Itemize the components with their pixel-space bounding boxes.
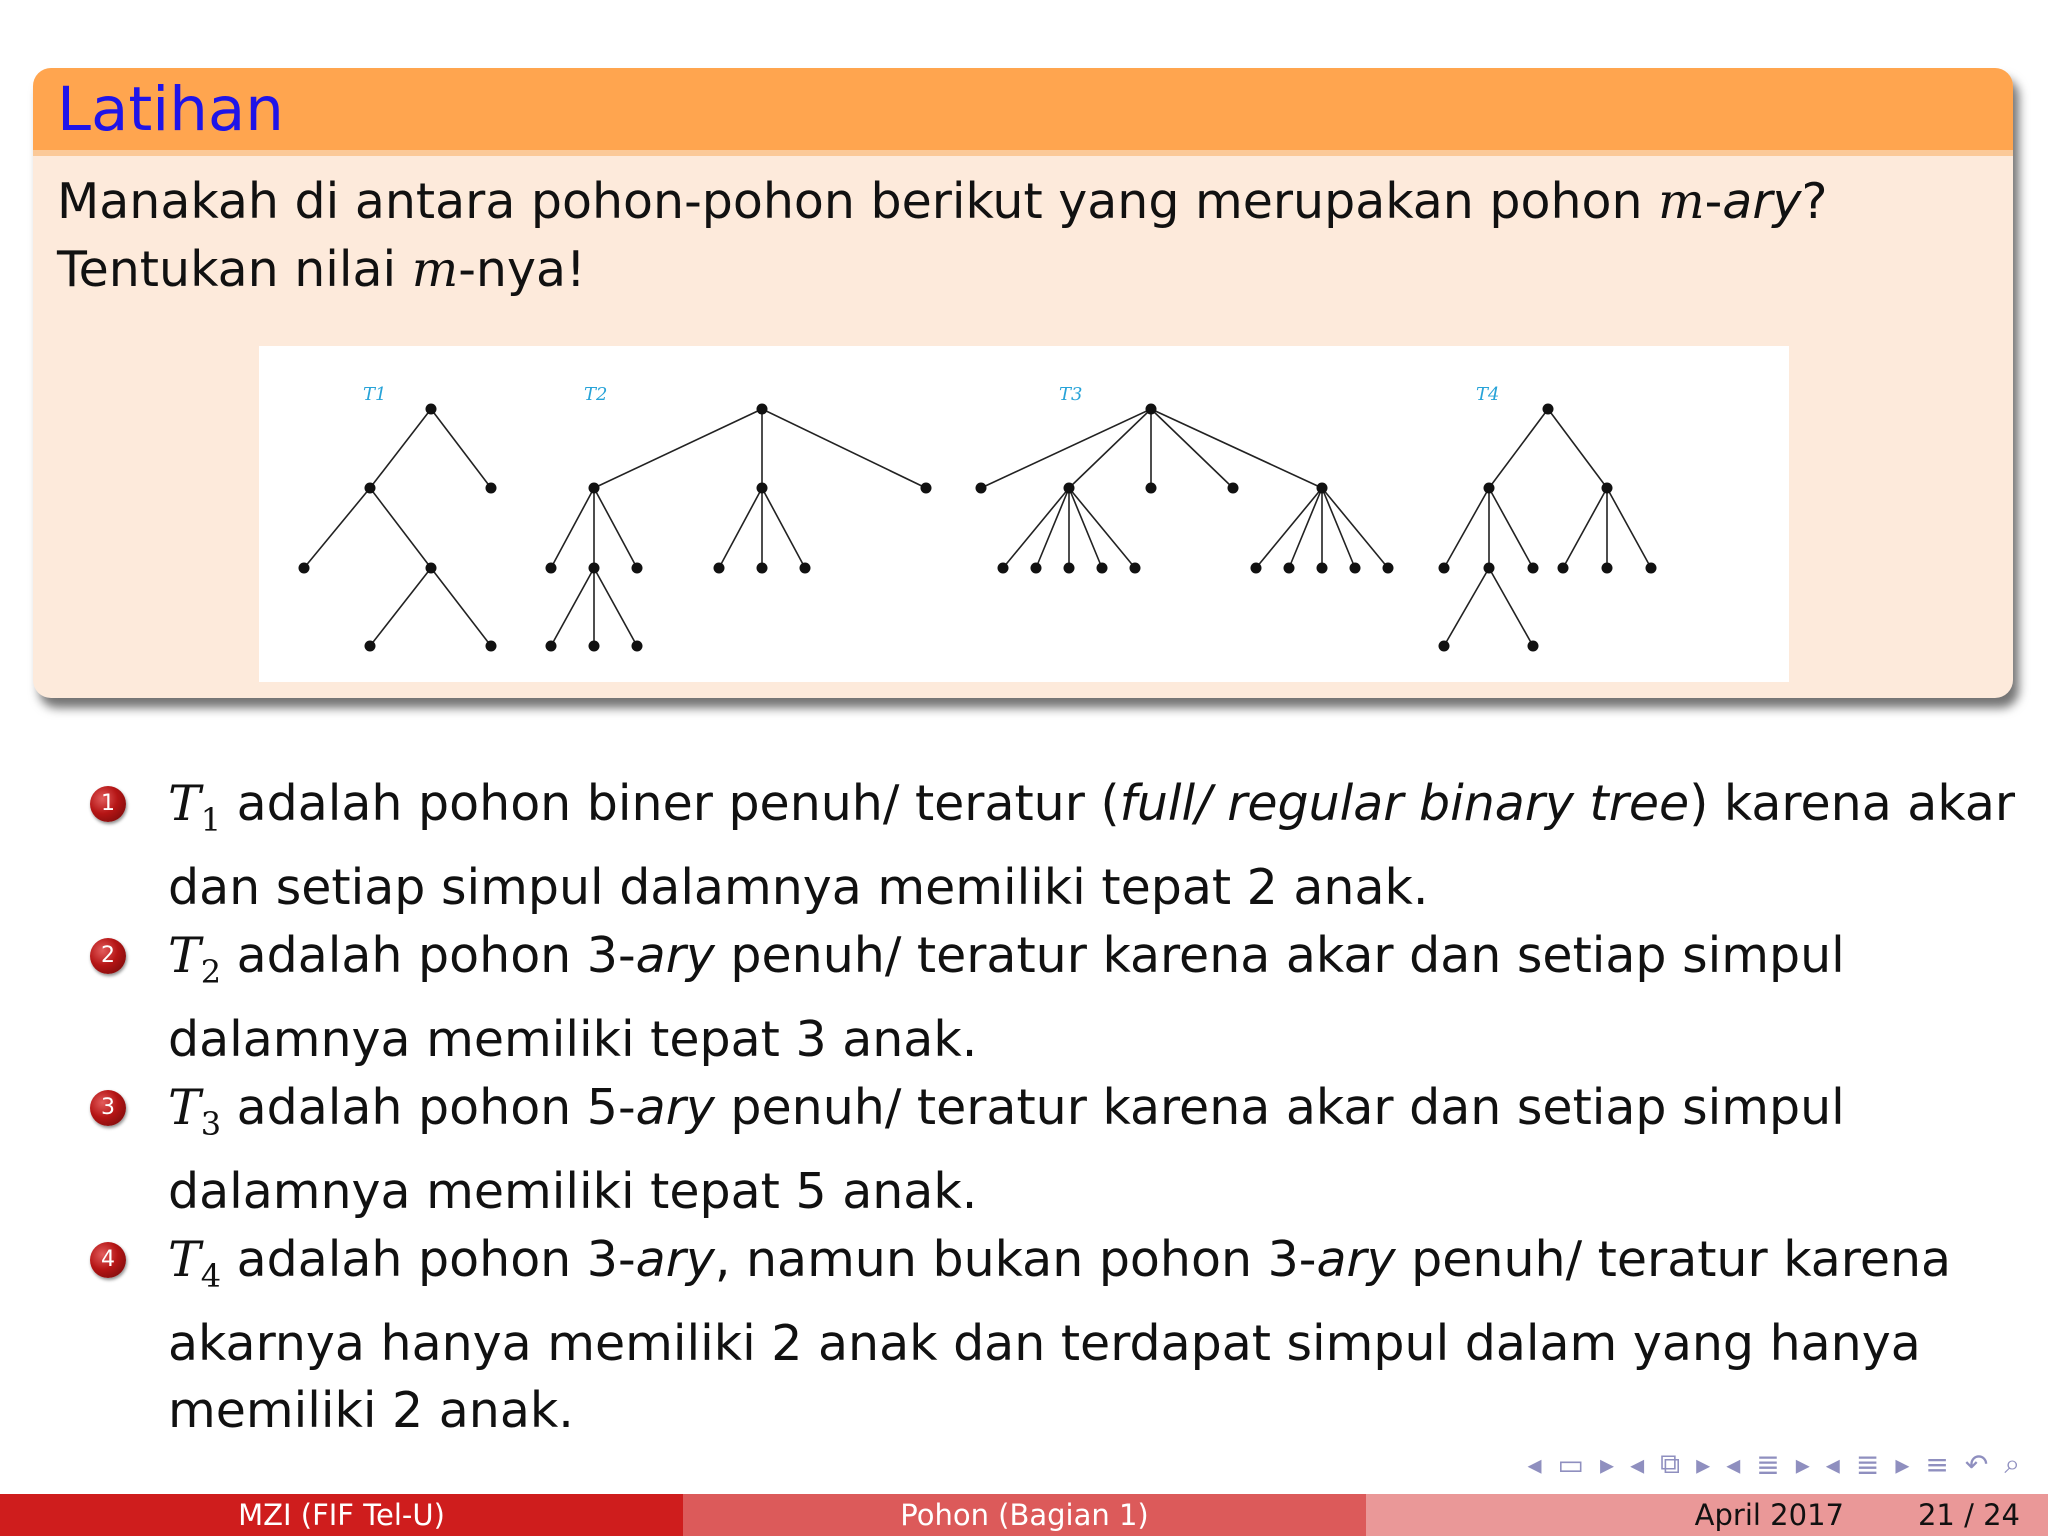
tree-edge: [1489, 409, 1548, 488]
tree-edge: [1069, 409, 1151, 488]
footer-date: April 2017: [1694, 1498, 1844, 1532]
tree-node: [1602, 483, 1613, 494]
bullet-number: 3: [90, 1090, 126, 1126]
tree-edge: [1322, 488, 1355, 568]
nav-next-icon[interactable]: ▸: [1895, 1447, 1910, 1481]
math-subscript: 1: [200, 800, 222, 839]
tree-node: [1130, 563, 1141, 574]
math-t: T: [168, 1231, 201, 1288]
tree-node: [589, 483, 600, 494]
item-text: ) karena akar: [1689, 775, 2016, 832]
tree-label-t1: T1: [363, 384, 387, 405]
question-line-2: [57, 236, 1989, 304]
tree-edge: [594, 409, 762, 488]
tree-label-t2: T2: [584, 384, 608, 405]
tree-node: [1350, 563, 1361, 574]
tree-node: [714, 563, 725, 574]
footer-page-number: 21 / 24: [1917, 1498, 2020, 1532]
block-header: [33, 68, 2013, 156]
footer-title: Pohon (Bagian 1): [683, 1494, 1366, 1536]
tree-edge: [1489, 568, 1533, 646]
tree-edge: [594, 488, 637, 568]
bullet-number: 4: [90, 1242, 126, 1278]
tree-edge: [762, 488, 805, 568]
tree-node: [1097, 563, 1108, 574]
bullet-number: 2: [90, 938, 126, 974]
footer: [0, 1494, 2048, 1536]
tree-node: [632, 641, 643, 652]
tree-edge: [1151, 409, 1233, 488]
tree-edge: [370, 568, 431, 646]
tree-node: [365, 483, 376, 494]
nav-prev-icon[interactable]: ◂: [1630, 1447, 1645, 1481]
math-subscript: 4: [200, 1256, 222, 1295]
tree-edge: [431, 409, 491, 488]
tree-edges: [304, 409, 1651, 646]
math-t: T: [168, 775, 201, 832]
tree-node: [1064, 563, 1075, 574]
tree-node: [1484, 483, 1495, 494]
tree-node: [1646, 563, 1657, 574]
question-text: Tentukan nilai: [57, 241, 412, 298]
nav-prev-icon[interactable]: ◂: [1825, 1447, 1840, 1481]
question-text: -nya!: [458, 241, 586, 298]
tree-node: [365, 641, 376, 652]
block-title: Latihan: [57, 73, 284, 145]
align-icon[interactable]: ≡: [1925, 1447, 1949, 1481]
item-text: adalah pohon 3-: [221, 927, 636, 984]
tree-node: [426, 404, 437, 415]
tree-edge: [1069, 488, 1135, 568]
tree-edge: [370, 488, 431, 568]
tree-edge: [1607, 488, 1651, 568]
tree-node: [757, 404, 768, 415]
tree-node: [1484, 563, 1495, 574]
tree-diagram: [259, 346, 1789, 682]
tree-node: [486, 483, 497, 494]
item-text: adalah pohon 5-: [221, 1079, 636, 1136]
tree-label-t4: T4: [1476, 384, 1500, 405]
tree-node: [1439, 641, 1450, 652]
tree-node: [589, 563, 600, 574]
item-text: , namun bukan pohon 3-: [714, 1231, 1317, 1288]
tree-node: [546, 563, 557, 574]
tree-node: [1031, 563, 1042, 574]
tree-node: [1228, 483, 1239, 494]
tree-edge: [1563, 488, 1607, 568]
question-text: Manakah di antara pohon-pohon berikut yang merupakan pohon: [57, 173, 1659, 230]
tree-node: [921, 483, 932, 494]
math-m: m: [1658, 173, 1705, 230]
tree-node: [632, 563, 643, 574]
footer-right: [1366, 1494, 2048, 1536]
tree-edge: [551, 568, 594, 646]
item-italic: ary: [635, 927, 715, 984]
item-text: dalamnya memiliki tepat 3 anak.: [168, 1010, 978, 1068]
tree-edge: [304, 488, 370, 568]
tree-edge: [431, 568, 491, 646]
item-text: adalah pohon biner penuh/ teratur (: [221, 775, 1120, 832]
block-body: [33, 156, 2013, 304]
tree-node: [757, 483, 768, 494]
nav-prev-icon[interactable]: ◂: [1527, 1447, 1542, 1481]
tree-node: [426, 563, 437, 574]
search-icon[interactable]: ⌕: [2004, 1447, 2020, 1480]
item-text: penuh/ teratur karena: [1395, 1231, 1952, 1288]
question-italic: ary: [1722, 173, 1802, 230]
item-text: dan setiap simpul dalamnya memiliki tepat 2 anak.: [168, 858, 1429, 916]
tree-node: [1284, 563, 1295, 574]
math-t: T: [168, 1079, 201, 1136]
nav-next-icon[interactable]: ▸: [1600, 1447, 1615, 1481]
math-subscript: 3: [200, 1104, 222, 1143]
tree-edge: [594, 568, 637, 646]
item-italic: ary: [1316, 1231, 1396, 1288]
tree-node: [1064, 483, 1075, 494]
tree-node: [1439, 563, 1450, 574]
question-line-1: [57, 168, 1989, 236]
tree-edge: [981, 409, 1151, 488]
tree-node: [1146, 483, 1157, 494]
tree-node: [1602, 563, 1613, 574]
item-text: penuh/ teratur karena akar dan setiap simpul: [714, 927, 1845, 984]
tree-node: [546, 641, 557, 652]
tree-node: [976, 483, 987, 494]
tree-node: [1383, 563, 1394, 574]
tree-edge: [1548, 409, 1607, 488]
undo-icon[interactable]: ↶: [1964, 1447, 1989, 1481]
nav-prev-icon[interactable]: ◂: [1726, 1447, 1741, 1481]
tree-node: [486, 641, 497, 652]
nav-next-icon[interactable]: ▸: [1795, 1447, 1810, 1481]
beamer-navigation: [1519, 1444, 2028, 1484]
toc-icon[interactable]: ≣: [1855, 1447, 1880, 1481]
tree-node: [1251, 563, 1262, 574]
tree-edge: [1151, 409, 1322, 488]
tree-edge: [1444, 568, 1489, 646]
item-text: dalamnya memiliki tepat 5 anak.: [168, 1162, 978, 1220]
tree-node: [757, 563, 768, 574]
tree-node: [1146, 404, 1157, 415]
tree-node: [1558, 563, 1569, 574]
tree-figure: [259, 346, 1789, 682]
tree-label-t3: T3: [1059, 384, 1083, 405]
frame-icon[interactable]: ▭: [1557, 1447, 1584, 1481]
tree-node: [1528, 563, 1539, 574]
item-text: memiliki 2 anak.: [168, 1381, 574, 1439]
nav-next-icon[interactable]: ▸: [1696, 1447, 1711, 1481]
section-icon[interactable]: ≣: [1756, 1447, 1780, 1481]
item-italic: full/ regular binary tree: [1119, 775, 1690, 832]
tree-edge: [1322, 488, 1388, 568]
footer-author: MZI (FIF Tel-U): [0, 1494, 683, 1536]
tree-node: [1317, 483, 1328, 494]
math-m: m: [411, 241, 459, 298]
tree-node: [1543, 404, 1554, 415]
tree-edge: [370, 409, 431, 488]
tree-node: [589, 641, 600, 652]
math-subscript: 2: [200, 952, 222, 991]
item-text: penuh/ teratur karena akar dan setiap simpul: [714, 1079, 1845, 1136]
item-italic: ary: [635, 1231, 715, 1288]
tree-nodes: [299, 404, 1657, 652]
tree-edge: [1003, 488, 1069, 568]
tree-node: [1317, 563, 1328, 574]
tree-edge: [1444, 488, 1489, 568]
subsection-icon[interactable]: ⧉: [1660, 1447, 1681, 1480]
tree-edge: [1069, 488, 1102, 568]
tree-edge: [719, 488, 762, 568]
item-italic: ary: [635, 1079, 715, 1136]
tree-node: [1528, 641, 1539, 652]
tree-edge: [1036, 488, 1069, 568]
tree-edge: [1489, 488, 1533, 568]
item-text: akarnya hanya memiliki 2 anak dan terdapat simpul dalam yang hanya: [168, 1314, 1921, 1372]
tree-node: [299, 563, 310, 574]
bullet-number: 1: [90, 786, 126, 822]
tree-node: [998, 563, 1009, 574]
tree-edge: [551, 488, 594, 568]
tree-edge: [1289, 488, 1322, 568]
tree-node: [800, 563, 811, 574]
tree-edge: [1256, 488, 1322, 568]
tree-edge: [762, 409, 926, 488]
question-text: -: [1704, 173, 1723, 230]
question-text: ?: [1801, 173, 1828, 230]
item-text: adalah pohon 3-: [221, 1231, 636, 1288]
math-t: T: [168, 927, 201, 984]
